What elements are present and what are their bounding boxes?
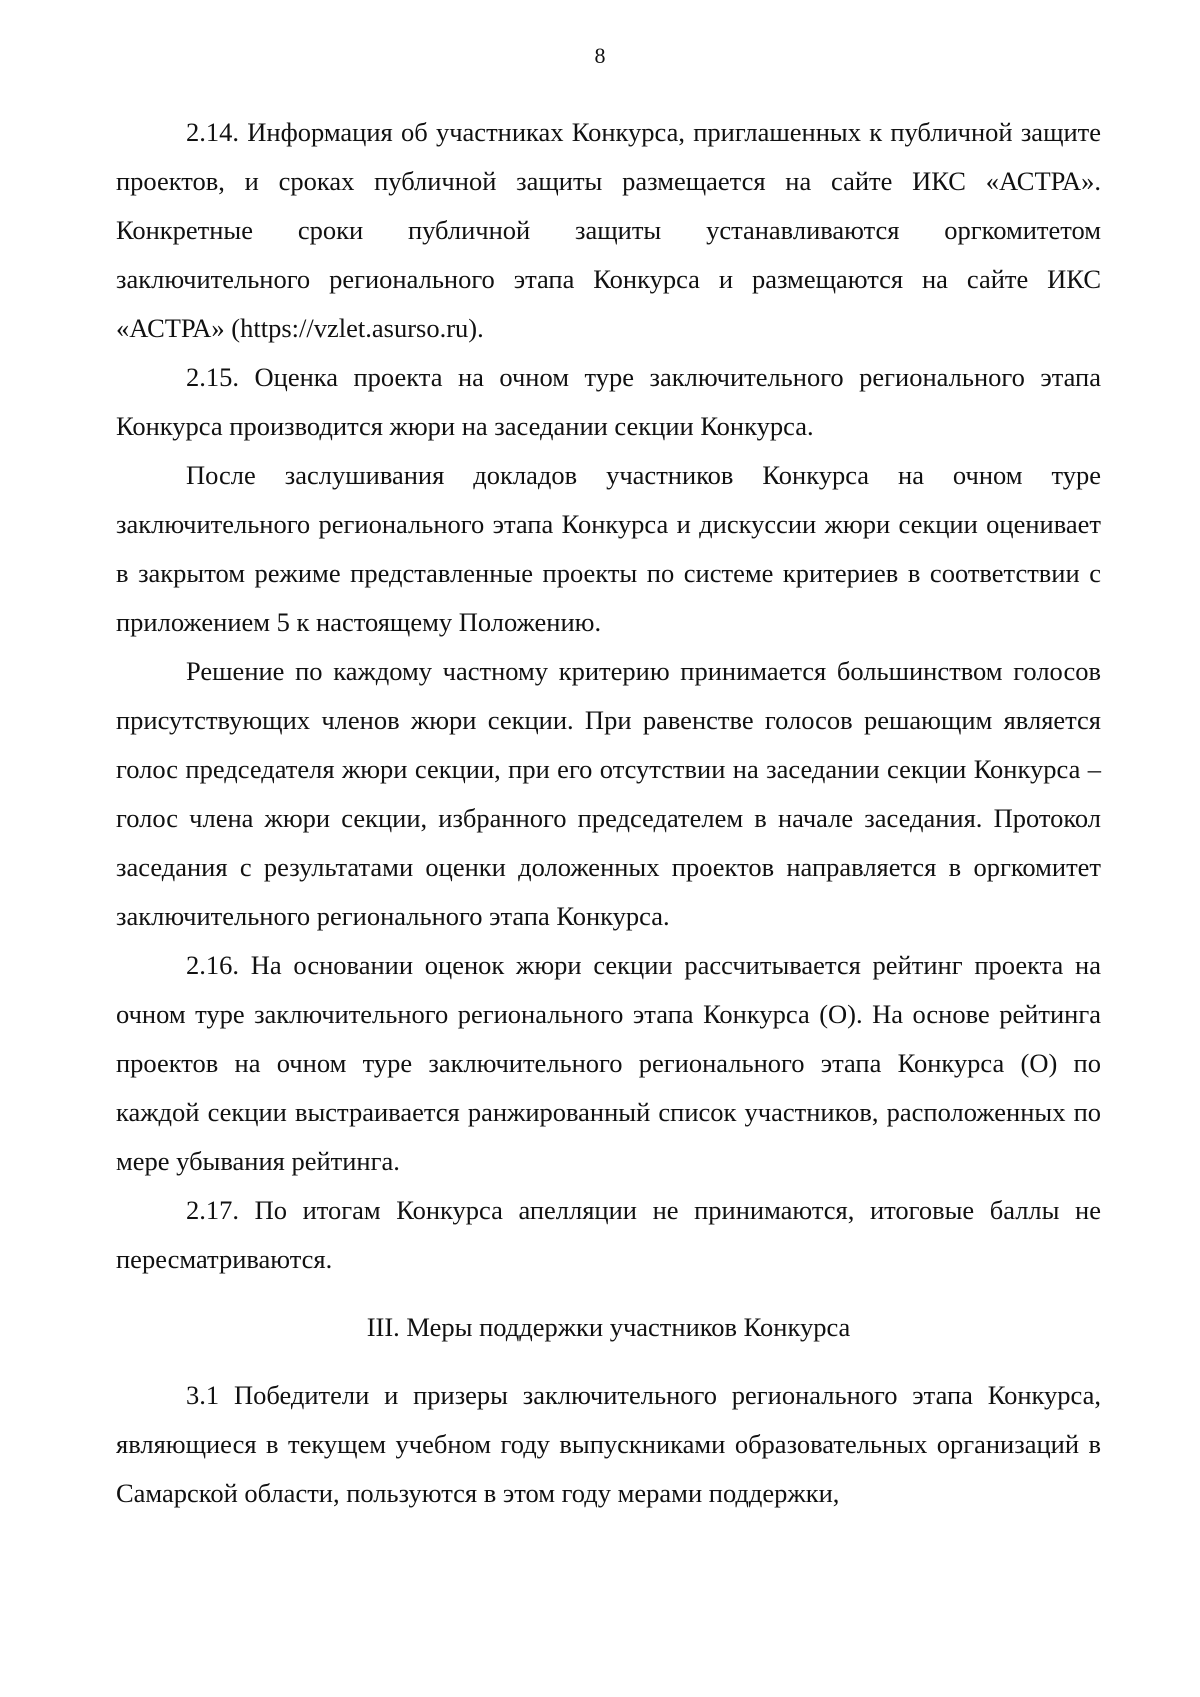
paragraph-decision: Решение по каждому частному критерию принимается большинством голосов присутствующих членов жюри секции. При равенстве голосов решающим является голос председателя жюри секции, при его отсутствии на заседании секции Конкурса – голос члена жюри секции, избранного председателем в начале заседания. Протокол заседания с результатами оценки доложенных проектов направляется в оргкомитет заключительного регионального этапа Конкурса. bbox=[116, 656, 1101, 931]
paragraph-2-14: 2.14. Информация об участниках Конкурса, приглашенных к публичной защите проектов, и сроках публичной защиты размещается на сайте ИКС «АСТРА». Конкретные сроки публичной защиты устанавливаются оргкомитетом заключительного регионального этапа Конкурса и размещаются на сайте ИКС «АСТРА» (https://vzlet.asurso.ru). bbox=[116, 117, 1101, 343]
paragraph-2-16: 2.16. На основании оценок жюри секции рассчитывается рейтинг проекта на очном туре заключительного регионального этапа Конкурса (О). На основе рейтинга проектов на очном туре заключительного регионального этапа Конкурса (О) по каждой секции выстраивается ранжированный список участников, расположенных по мере убывания рейтинга. bbox=[116, 950, 1101, 1176]
paragraph-3-1: 3.1 Победители и призеры заключительного регионального этапа Конкурса, являющиеся в текущем учебном году выпускниками образовательных организаций в Самарской области, пользуются в этом году мерами поддержки, bbox=[116, 1380, 1101, 1508]
paragraph-after-hearing: После заслушивания докладов участников Конкурса на очном туре заключительного регионального этапа Конкурса и дискуссии жюри секции оценивает в закрытом режиме представленные проекты по системе критериев в соответствии с приложением 5 к настоящему Положению. bbox=[116, 460, 1101, 637]
paragraph-2-15: 2.15. Оценка проекта на очном туре заключительного регионального этапа Конкурса производится жюри на заседании секции Конкурса. bbox=[116, 362, 1101, 441]
section-heading: III. Меры поддержки участников Конкурса bbox=[366, 1312, 851, 1342]
document-body bbox=[116, 108, 1101, 1518]
page-number: 8 bbox=[594, 43, 606, 68]
paragraph-2-17: 2.17. По итогам Конкурса апелляции не принимаются, итоговые баллы не пересматриваются. bbox=[116, 1195, 1101, 1274]
